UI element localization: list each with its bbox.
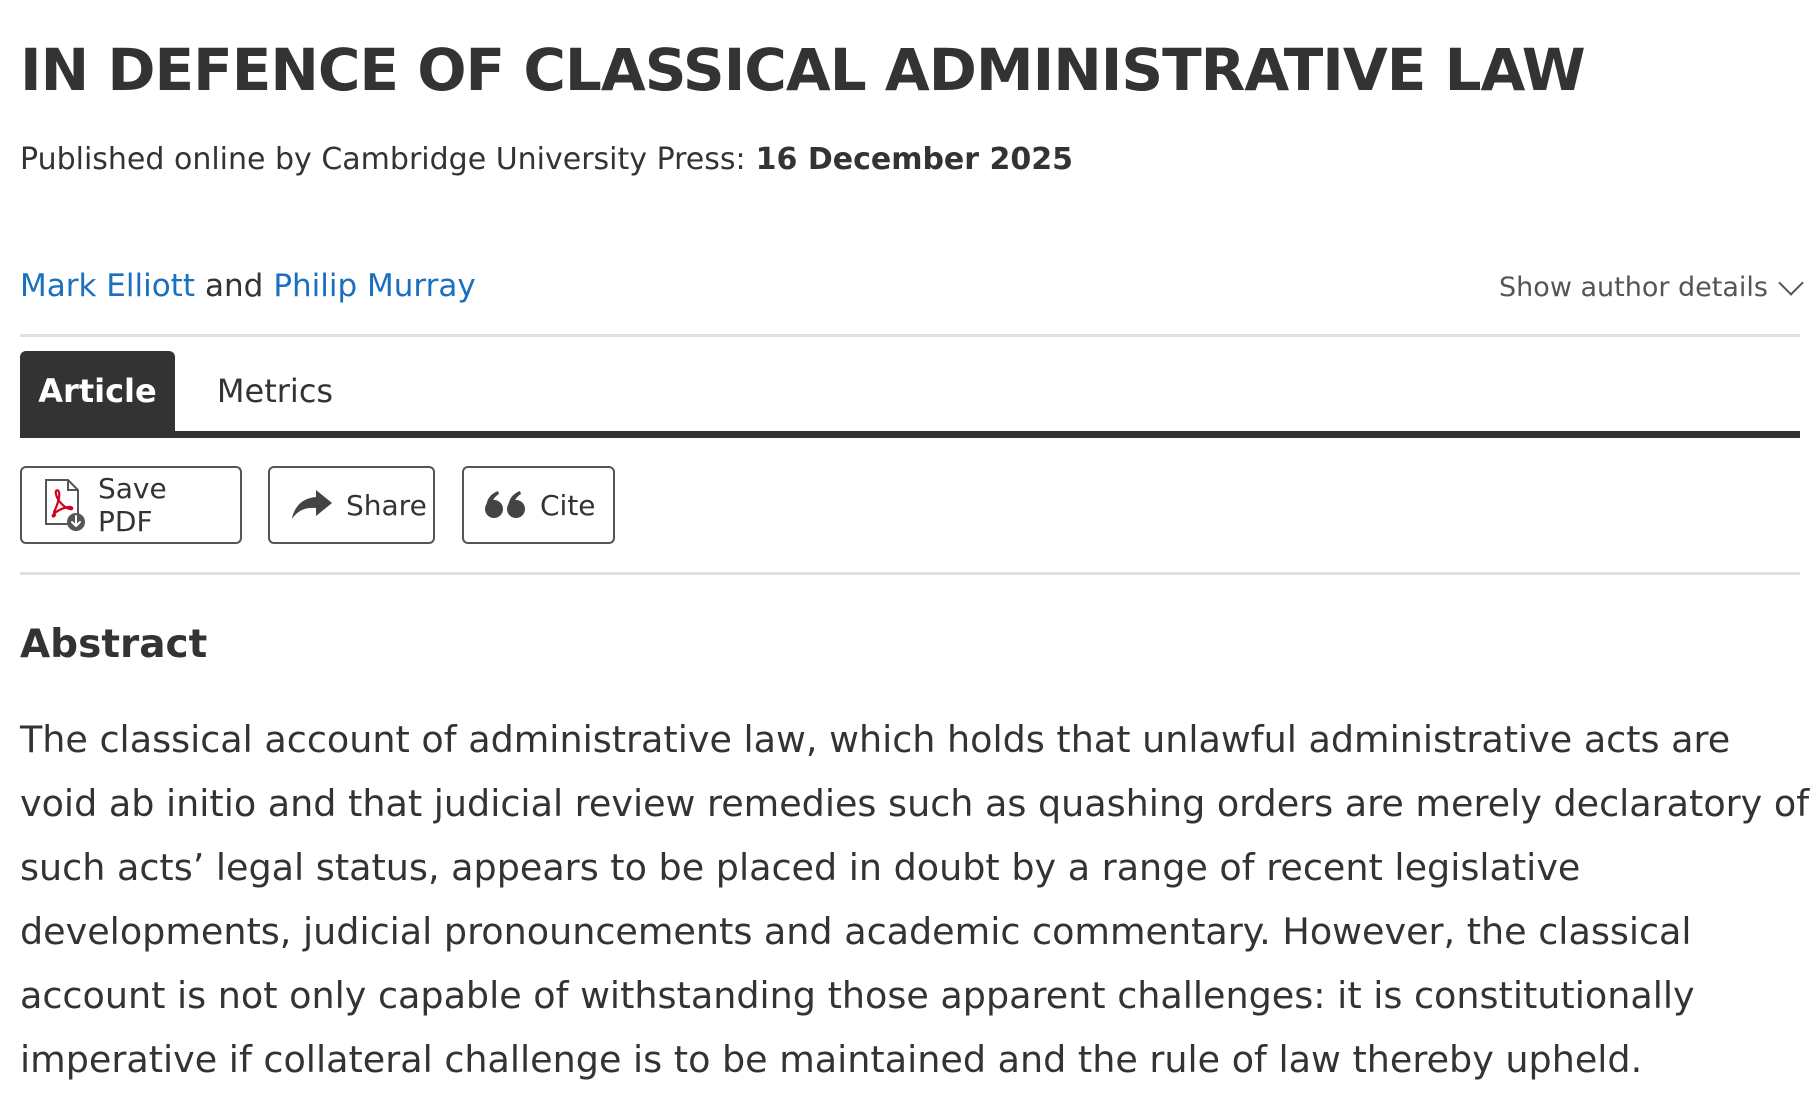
show-author-details-toggle[interactable] (1499, 268, 1800, 308)
tab-article[interactable]: Article (20, 351, 175, 431)
abstract-text: The classical account of administrative law, which holds that unlawful administrative acts are void ab initio and that judicial review remedies such as quashing orders are merely declaratory of such acts’ legal status, appears to be placed in doubt by a range of recent legislative developments, judicial pronouncements and academic commentary. However, the classical account is not only capable of withstanding those apparent challenges: it is constitutionally imperative if collateral challenge is to be maintained and the rule of law thereby upheld. (20, 718, 1810, 1081)
author-link-philip-murray[interactable]: Philip Murray (273, 268, 476, 304)
chevron-down-icon (1778, 270, 1803, 295)
author-separator: and (205, 268, 264, 304)
show-author-details-label: Show author details (1499, 272, 1768, 303)
share-label: Share (346, 488, 427, 522)
published-date: 16 December 2025 (755, 142, 1074, 177)
pdf-download-icon (42, 478, 86, 532)
divider (20, 334, 1800, 337)
author-list (20, 266, 476, 306)
published-label: Published online by Cambridge University Press: (20, 142, 746, 177)
article-title: IN DEFENCE OF CLASSICAL ADMINISTRATIVE LAW (20, 36, 1585, 104)
divider (20, 572, 1800, 575)
share-arrow-icon (290, 488, 334, 522)
save-pdf-label: Save PDF (98, 472, 167, 538)
tab-metrics[interactable]: Metrics (216, 372, 334, 410)
tab-bar-underline (20, 431, 1800, 438)
share-button[interactable] (268, 466, 435, 544)
publication-info (20, 140, 1073, 180)
quote-icon (484, 490, 528, 520)
author-link-mark-elliott[interactable]: Mark Elliott (20, 268, 195, 304)
save-pdf-button[interactable] (20, 466, 242, 544)
cite-button[interactable] (462, 466, 615, 544)
abstract-heading: Abstract (20, 622, 208, 667)
article-tabs (20, 351, 1800, 437)
cite-label: Cite (540, 488, 596, 522)
